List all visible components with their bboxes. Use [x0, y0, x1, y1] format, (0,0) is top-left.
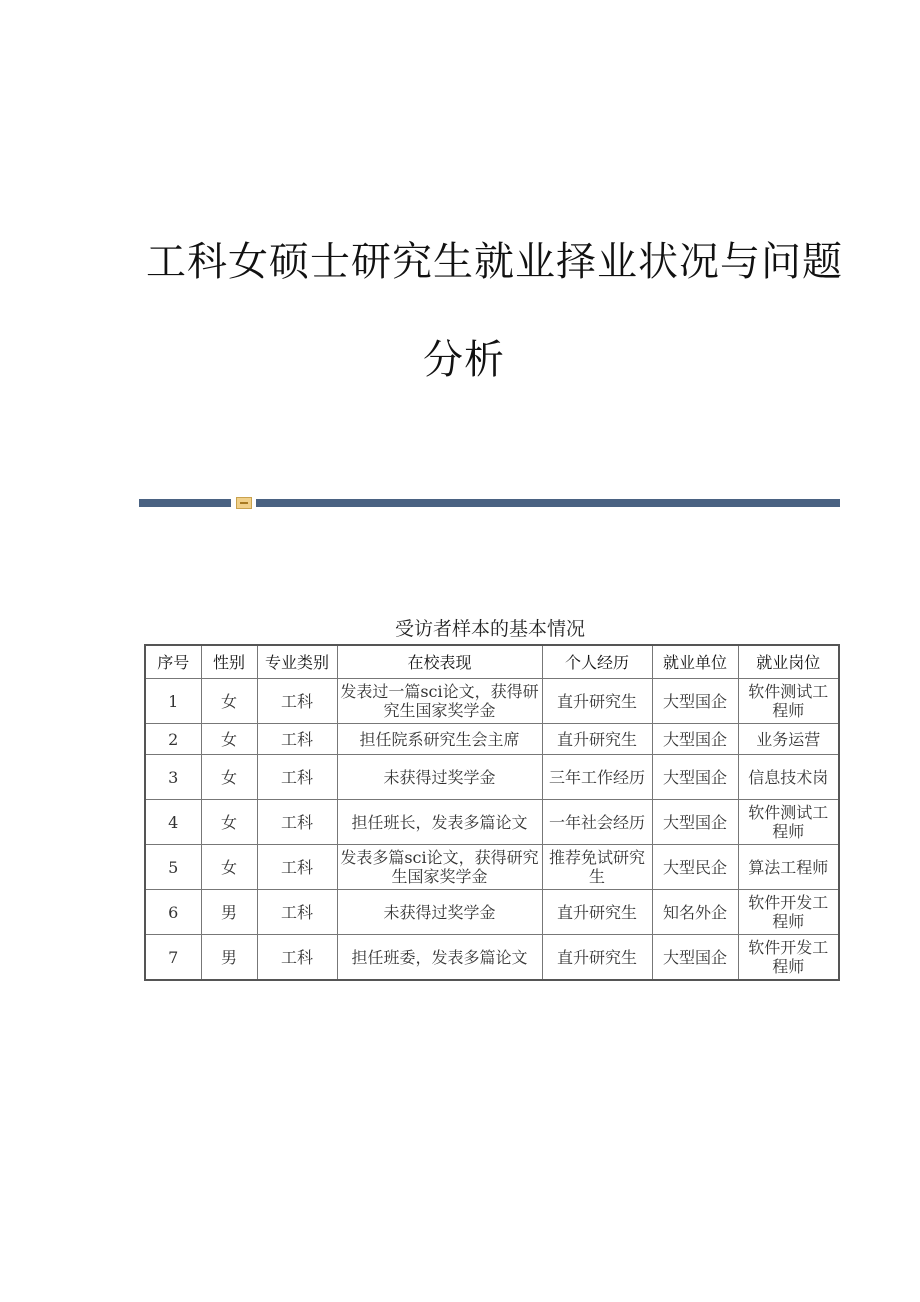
table-cell: 女	[201, 845, 257, 890]
table-cell: 软件开发工程师	[738, 890, 839, 935]
table-cell: 工科	[257, 679, 337, 724]
table-cell: 5	[145, 845, 201, 890]
header-cell: 就业单位	[652, 645, 738, 679]
table-row	[145, 935, 839, 981]
table-cell: 担任班长，发表多篇论文	[337, 800, 542, 845]
table-cell: 工科	[257, 935, 337, 981]
table-cell: 工科	[257, 845, 337, 890]
table-cell: 7	[145, 935, 201, 981]
table-cell: 业务运营	[738, 724, 839, 755]
table-cell: 担任班委，发表多篇论文	[337, 935, 542, 981]
table-row	[145, 755, 839, 800]
table-cell: 女	[201, 724, 257, 755]
table-cell: 大型民企	[652, 845, 738, 890]
table-caption: 受访者样本的基本情况	[394, 618, 585, 640]
table-cell: 推荐免试研究生	[542, 845, 652, 890]
table-cell: 直升研究生	[542, 890, 652, 935]
table-cell: 工科	[257, 890, 337, 935]
table-cell: 直升研究生	[542, 935, 652, 981]
table-row	[145, 845, 839, 890]
table-cell: 软件测试工程师	[738, 800, 839, 845]
table-cell: 直升研究生	[542, 679, 652, 724]
table-cell: 知名外企	[652, 890, 738, 935]
table-cell: 3	[145, 755, 201, 800]
divider-ornament-icon	[236, 497, 252, 509]
table-cell: 直升研究生	[542, 724, 652, 755]
table-cell: 工科	[257, 755, 337, 800]
respondent-profile-table	[144, 644, 840, 981]
header-cell: 专业类别	[257, 645, 337, 679]
header-cell: 在校表现	[337, 645, 542, 679]
table-cell: 女	[201, 800, 257, 845]
table-cell: 工科	[257, 724, 337, 755]
table-cell: 2	[145, 724, 201, 755]
table-cell: 4	[145, 800, 201, 845]
table-cell: 一年社会经历	[542, 800, 652, 845]
section-divider-left	[139, 499, 231, 507]
header-cell: 就业岗位	[738, 645, 839, 679]
table-row	[145, 724, 839, 755]
table-cell: 软件测试工程师	[738, 679, 839, 724]
table-cell: 男	[201, 935, 257, 981]
table-cell: 大型国企	[652, 755, 738, 800]
table-cell: 男	[201, 890, 257, 935]
table-cell: 6	[145, 890, 201, 935]
header-cell: 个人经历	[542, 645, 652, 679]
header-cell: 序号	[145, 645, 201, 679]
table-row	[145, 800, 839, 845]
table-cell: 未获得过奖学金	[337, 890, 542, 935]
table-cell: 大型国企	[652, 800, 738, 845]
document-title-line-2: 分析	[423, 337, 505, 383]
table-cell: 女	[201, 755, 257, 800]
table-cell: 工科	[257, 800, 337, 845]
table-row	[145, 679, 839, 724]
table-row	[145, 890, 839, 935]
table-cell: 软件开发工程师	[738, 935, 839, 981]
table-cell: 发表过一篇sci论文，获得研究生国家奖学金	[337, 679, 542, 724]
table-cell: 大型国企	[652, 724, 738, 755]
table-header-row	[145, 645, 839, 679]
table-cell: 大型国企	[652, 935, 738, 981]
table-cell: 大型国企	[652, 679, 738, 724]
table-cell: 未获得过奖学金	[337, 755, 542, 800]
table-cell: 算法工程师	[738, 845, 839, 890]
table-cell: 担任院系研究生会主席	[337, 724, 542, 755]
table-cell: 女	[201, 679, 257, 724]
table-cell: 信息技术岗	[738, 755, 839, 800]
header-cell: 性别	[201, 645, 257, 679]
table-cell: 发表多篇sci论文，获得研究生国家奖学金	[337, 845, 542, 890]
table-cell: 1	[145, 679, 201, 724]
section-divider-right	[256, 499, 840, 507]
document-title-line-1: 工科女硕士研究生就业择业状况与问题	[146, 239, 843, 285]
table-cell: 三年工作经历	[542, 755, 652, 800]
